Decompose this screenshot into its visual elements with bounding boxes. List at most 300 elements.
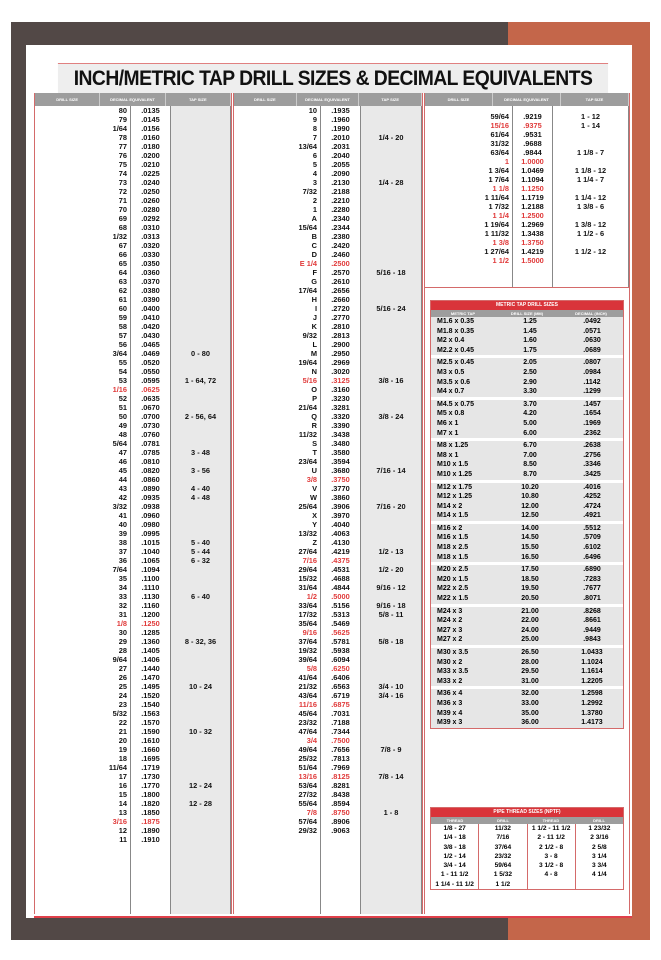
fraction-drill-size: 57/64 (298, 817, 317, 826)
tap-size (361, 673, 421, 682)
metric-row (431, 718, 623, 728)
decimal-equivalent: .2210 (331, 196, 350, 205)
decimal-inch: .5512 (583, 524, 601, 532)
decimal-equivalent: 1.2188 (521, 202, 544, 211)
decimal-equivalent: .3020 (331, 367, 350, 376)
decimal-equivalent: .4219 (331, 547, 350, 556)
decimal-equivalent: .0980 (141, 520, 160, 529)
pipe-thread: 1 1/4 - 11 1/2 (431, 880, 479, 889)
metric-tap: M30 x 2 (437, 658, 463, 666)
tap-size (171, 358, 230, 367)
metric-row (431, 584, 623, 594)
metric-tap: M20 x 2.5 (437, 566, 469, 574)
pipe-row (431, 880, 623, 889)
tap-size (361, 421, 421, 430)
decimal-equivalent: .4040 (331, 520, 350, 529)
tap-size (361, 205, 421, 214)
tap-size (171, 178, 230, 187)
decimal-equivalent: 1.2500 (521, 211, 544, 220)
decimal-equivalent: .2055 (331, 160, 350, 169)
tap-size: 1 1/4 - 7 (576, 175, 605, 184)
tap-size (361, 394, 421, 403)
decimal-equivalent: .1285 (141, 628, 160, 637)
fraction-drill-size: 5/16 (302, 376, 317, 385)
drill-mm: 4.20 (523, 410, 537, 418)
drill-size: 37 (118, 547, 127, 556)
drill-mm: 6.00 (523, 429, 537, 437)
tap-size: 1 3/8 - 12 (574, 220, 607, 229)
header-decimal: DECIMAL EQUIVALENT (100, 93, 165, 106)
drill-mm: 35.00 (521, 709, 539, 717)
decimal-equivalent: .0240 (141, 178, 160, 187)
header-tap-size: TAP SIZE (166, 93, 231, 106)
decimal-equivalent: .8438 (331, 790, 350, 799)
decimal-equivalent: .9531 (523, 130, 542, 139)
tap-size (361, 727, 421, 736)
decimal-inch: .1654 (583, 410, 601, 418)
decimal-equivalent: .1406 (141, 655, 160, 664)
drill-mm: 12.50 (521, 512, 539, 520)
tap-size: 5 - 40 (191, 538, 210, 547)
pipe-drill: 1 1/2 (479, 880, 527, 889)
metric-tap: M12 x 1.25 (437, 493, 473, 501)
drill-size: 14 (118, 799, 127, 808)
tap-size (171, 295, 230, 304)
drill-size: 78 (118, 133, 127, 142)
tap-size (171, 331, 230, 340)
decimal-equivalent: .0960 (141, 511, 160, 520)
fraction-drill-size: 47/64 (298, 727, 317, 736)
fraction-drill-size: 5/64 (112, 439, 127, 448)
decimal-equivalent: 1.0469 (521, 166, 544, 175)
decimal-equivalent: .0700 (141, 412, 160, 421)
pipe-drill: 3 3/4 (592, 862, 607, 870)
tap-size (171, 709, 230, 718)
decimal-equivalent: .3594 (331, 457, 350, 466)
decimal-inch: .2756 (583, 451, 601, 459)
decimal-equivalent: .0156 (141, 124, 160, 133)
drill-size: 22 (118, 718, 127, 727)
tap-size: 1 - 64, 72 (184, 376, 217, 385)
pipe-row (431, 843, 623, 852)
fraction-drill-size: 1/2 (306, 592, 317, 601)
drill-mm: 28.00 (521, 658, 539, 666)
tap-size (171, 133, 230, 142)
tap-size (171, 241, 230, 250)
drill-size: 73 (118, 178, 127, 187)
metric-tap: M20 x 1.5 (437, 575, 469, 583)
drill-mm: 33.00 (521, 699, 539, 707)
decimal-inch: 1.3780 (581, 709, 603, 717)
decimal-equivalent: .8281 (331, 781, 350, 790)
decimal-equivalent: .5625 (331, 628, 350, 637)
fraction-drill-size: 23/32 (298, 718, 317, 727)
drill-mm: 18.50 (521, 575, 539, 583)
pipe-thread: 1 - 11 1/2 (431, 870, 479, 879)
drill-size: 6 (312, 151, 317, 160)
drill-size: P (312, 394, 317, 403)
metric-tap: M14 x 2 (437, 502, 463, 510)
metric-row (431, 317, 623, 327)
decimal-equivalent: .3281 (331, 403, 350, 412)
metric-tap: M10 x 1.5 (437, 461, 469, 469)
drill-size: 34 (118, 583, 127, 592)
tap-size (171, 475, 230, 484)
metric-row (431, 378, 623, 388)
tap-size (361, 754, 421, 763)
metric-row (431, 667, 623, 677)
decimal-inch: .0630 (583, 337, 601, 345)
tap-size: 3/4 - 10 (378, 682, 404, 691)
tap-size (171, 808, 230, 817)
decimal-equivalent: .3906 (331, 502, 350, 511)
tap-size: 3 - 48 (191, 448, 210, 457)
decimal-equivalent: .0280 (141, 205, 160, 214)
tap-size (171, 214, 230, 223)
drill-size: 20 (118, 736, 127, 745)
tap-size (361, 403, 421, 412)
tap-size (361, 736, 421, 745)
drill-size: 8 (312, 124, 317, 133)
metric-row (431, 635, 623, 645)
decimal-equivalent: .7188 (331, 718, 350, 727)
tap-size (171, 520, 230, 529)
drill-size: T (312, 448, 317, 457)
fraction-drill-size: 45/64 (298, 709, 317, 718)
decimal-equivalent: .1910 (141, 835, 160, 844)
tap-size (171, 664, 230, 673)
decimal-equivalent: .6563 (331, 682, 350, 691)
tap-size (361, 142, 421, 151)
fraction-drill-size: 59/64 (490, 112, 509, 121)
decimal-equivalent: .5469 (331, 619, 350, 628)
fraction-drill-size: 41/64 (298, 673, 317, 682)
tap-size (361, 538, 421, 547)
pipe-header-thread: THREAD (446, 818, 464, 823)
decimal-inch: .9843 (583, 636, 601, 644)
decimal-equivalent: .3680 (331, 466, 350, 475)
decimal-equivalent: .3390 (331, 421, 350, 430)
decimal-equivalent: .9688 (523, 139, 542, 148)
metric-row (431, 358, 623, 368)
drill-size: 44 (118, 475, 127, 484)
metric-table-title: METRIC TAP DRILL SIZES (431, 301, 623, 310)
tap-size (171, 196, 230, 205)
decimal-equivalent: .2656 (331, 286, 350, 295)
drill-mm: 5.00 (523, 419, 537, 427)
decimal-inch: .6102 (583, 544, 601, 552)
decimal-equivalent: .2010 (331, 133, 350, 142)
decimal-equivalent: .2340 (331, 214, 350, 223)
decimal-equivalent: .1890 (141, 826, 160, 835)
metric-tap: M30 x 3.5 (437, 649, 469, 656)
decimal-inch: .1969 (583, 419, 601, 427)
drill-size: 4 (312, 169, 317, 178)
decimal-inch: 1.2992 (581, 699, 603, 707)
decimal-equivalent: .3970 (331, 511, 350, 520)
fraction-drill-size: 3/32 (112, 502, 127, 511)
drill-size: 12 (118, 826, 127, 835)
fraction-drill-size: 55/64 (298, 799, 317, 808)
fraction-drill-size: 7/8 (306, 808, 317, 817)
drill-mm: 12.00 (521, 502, 539, 510)
decimal-equivalent: .9063 (331, 826, 350, 835)
metric-tap: M22 x 2.5 (437, 585, 469, 593)
tap-size (171, 511, 230, 520)
decimal-equivalent: .3480 (331, 439, 350, 448)
drill-size: 5 (312, 160, 317, 169)
metric-tap: M8 x 1.25 (437, 442, 469, 450)
tap-size (361, 700, 421, 709)
metric-row (431, 524, 623, 534)
metric-row (431, 419, 623, 429)
decimal-equivalent: .1200 (141, 610, 160, 619)
drill-size: A (311, 214, 317, 223)
tap-size (361, 187, 421, 196)
decimal-inch: .9449 (583, 626, 601, 634)
decimal-equivalent: .2660 (331, 295, 350, 304)
metric-tap: M22 x 1.5 (437, 595, 469, 603)
tap-size (171, 565, 230, 574)
decimal-equivalent: .1800 (141, 790, 160, 799)
tap-size (361, 151, 421, 160)
drill-size: 66 (118, 250, 127, 259)
metric-row (431, 533, 623, 543)
metric-tap: M18 x 1.5 (437, 553, 469, 561)
drill-size: 24 (118, 691, 127, 700)
fraction-drill-size: 5/8 (306, 664, 317, 673)
decimal-equivalent: .0145 (141, 115, 160, 124)
tap-size (171, 754, 230, 763)
decimal-inch: .1142 (583, 378, 601, 386)
tap-size (171, 691, 230, 700)
decimal-equivalent: .7813 (331, 754, 350, 763)
tap-size: 5/8 - 11 (378, 610, 404, 619)
decimal-inch: .2638 (583, 442, 601, 450)
fraction-drill-size: 19/32 (298, 646, 317, 655)
tap-size (171, 232, 230, 241)
decimal-inch: .0984 (583, 368, 601, 376)
decimal-equivalent: .1935 (331, 106, 350, 115)
metric-tap: M39 x 3 (437, 719, 463, 727)
fraction-drill-size: 1 (504, 157, 509, 166)
decimal-equivalent: .1470 (141, 673, 160, 682)
tap-size: 12 - 24 (188, 781, 212, 790)
tap-size: 12 - 28 (188, 799, 212, 808)
metric-tap: M6 x 1 (437, 419, 459, 427)
drill-size: 52 (118, 394, 127, 403)
fraction-drill-size: 1/8 (116, 619, 127, 628)
metric-header-tap: METRIC TAP (450, 311, 476, 316)
pipe-header-drill: DRILL (497, 818, 509, 823)
decimal-equivalent: .0200 (141, 151, 160, 160)
decimal-equivalent: .1990 (331, 124, 350, 133)
drill-size: 26 (118, 673, 127, 682)
drill-mm: 16.50 (521, 553, 539, 561)
metric-row (431, 429, 623, 439)
pipe-thread: 1 1/2 - 11 1/2 (528, 824, 576, 833)
drill-size: 79 (118, 115, 127, 124)
decimal-equivalent: .2570 (331, 268, 350, 277)
decimal-equivalent: .0400 (141, 304, 160, 313)
metric-tap: M24 x 3 (437, 607, 463, 615)
header-decimal: DECIMAL EQUIVALENT (493, 93, 561, 106)
tap-size (361, 277, 421, 286)
metric-tap: M24 x 2 (437, 617, 463, 625)
tap-size (171, 439, 230, 448)
metric-row (431, 648, 623, 658)
metric-row (431, 492, 623, 502)
decimal-equivalent: .6719 (331, 691, 350, 700)
decimal-inch: .0689 (583, 346, 601, 354)
tap-size: 2 - 56, 64 (184, 412, 217, 421)
decimal-equivalent: .2344 (331, 223, 350, 232)
fraction-drill-size: 1 3/8 (492, 238, 509, 247)
metric-row (431, 502, 623, 512)
decimal-equivalent: .3770 (331, 484, 350, 493)
decimal-equivalent: .1065 (141, 556, 160, 565)
tap-size (171, 529, 230, 538)
tap-size (171, 673, 230, 682)
decimal-equivalent: .0160 (141, 133, 160, 142)
drill-size: L (312, 340, 317, 349)
tap-size (171, 160, 230, 169)
metric-header-decimal: DECIMAL (INCH) (575, 311, 607, 316)
drill-size: 54 (118, 367, 127, 376)
metric-tap: M2 x 0.4 (437, 337, 465, 345)
fraction-drill-size: 3/64 (112, 349, 127, 358)
decimal-equivalent: .0292 (141, 214, 160, 223)
drill-size: 53 (118, 376, 127, 385)
drill-size: 39 (118, 529, 127, 538)
tap-size: 4 - 48 (191, 493, 210, 502)
drill-size: 17 (118, 772, 127, 781)
metric-tap: M27 x 3 (437, 626, 463, 634)
decimal-equivalent: .1563 (141, 709, 160, 718)
tap-size: 9/16 - 18 (376, 601, 406, 610)
tap-size (361, 196, 421, 205)
tap-size (171, 700, 230, 709)
decimal-equivalent: .4531 (331, 565, 350, 574)
tap-size: 6 - 40 (191, 592, 210, 601)
metric-tap: M14 x 1.5 (437, 512, 469, 520)
fraction-drill-size: 1/16 (112, 385, 127, 394)
drill-size: Z (312, 538, 317, 547)
decimal-equivalent: .0180 (141, 142, 160, 151)
fraction-drill-size: 1 11/64 (484, 193, 509, 202)
drill-size: 21 (118, 727, 127, 736)
fraction-drill-size: 9/16 (302, 628, 317, 637)
drill-size: D (311, 250, 317, 259)
decimal-inch: .4252 (583, 493, 601, 501)
tap-size: 1/2 - 13 (378, 547, 404, 556)
pipe-thread: 3 - 8 (528, 852, 576, 861)
tap-size (171, 124, 230, 133)
header-decimal: DECIMAL EQUIVALENT (297, 93, 360, 106)
decimal-equivalent: 1.4219 (521, 247, 544, 256)
drill-mm: 21.00 (521, 607, 539, 615)
drill-size: 32 (118, 601, 127, 610)
tap-size (553, 139, 628, 148)
drill-mm: 1.60 (523, 337, 537, 345)
metric-row (431, 511, 623, 521)
tap-size: 8 - 32, 36 (184, 637, 217, 646)
pipe-thread: 1/2 - 14 (431, 852, 479, 861)
fraction-drill-size: 5/32 (112, 709, 127, 718)
tap-size (361, 295, 421, 304)
drill-size: 30 (118, 628, 127, 637)
decimal-equivalent: .8750 (331, 808, 350, 817)
decimal-equivalent: .3125 (331, 376, 350, 385)
decimal-equivalent: .1360 (141, 637, 160, 646)
tap-size (361, 457, 421, 466)
drill-mm: 20.50 (521, 595, 539, 603)
decimal-equivalent: .0890 (141, 484, 160, 493)
drill-size: M (310, 349, 317, 358)
decimal-inch: .4016 (583, 483, 601, 491)
fraction-drill-size: 7/16 (302, 556, 317, 565)
drill-size: 60 (118, 304, 127, 313)
decimal-inch: 1.4173 (581, 719, 603, 727)
tap-size (171, 601, 230, 610)
tap-size (171, 277, 230, 286)
drill-mm: 14.00 (521, 524, 539, 532)
pipe-drill: 23/32 (479, 852, 527, 861)
pipe-thread: 2 - 11 1/2 (528, 833, 576, 842)
fraction-drill-size: 49/64 (298, 745, 317, 754)
fraction-drill-size: 1 1/2 (492, 256, 509, 265)
tap-size (171, 268, 230, 277)
drill-mm: 31.00 (521, 677, 539, 685)
fraction-drill-size: 1 27/64 (484, 247, 509, 256)
drill-size: 70 (118, 205, 127, 214)
decimal-equivalent: .4375 (331, 556, 350, 565)
tap-size (171, 286, 230, 295)
metric-row (431, 451, 623, 461)
pipe-header-thread: THREAD (542, 818, 560, 823)
fraction-drill-size: 1/64 (112, 124, 127, 133)
decimal-equivalent: .2090 (331, 169, 350, 178)
bottom-rule (34, 916, 632, 918)
tap-size (361, 628, 421, 637)
decimal-equivalent: .2900 (331, 340, 350, 349)
drill-size: 11 (119, 835, 127, 844)
decimal-equivalent: .0330 (141, 250, 160, 259)
decimal-equivalent: .6250 (331, 664, 350, 673)
tap-size: 1 1/8 - 12 (574, 166, 607, 175)
decimal-inch: .3425 (583, 470, 601, 478)
drill-mm: 15.50 (521, 544, 539, 552)
drill-size: 61 (118, 295, 127, 304)
tap-size (361, 331, 421, 340)
inch-table-2 (233, 93, 423, 914)
tap-size (361, 241, 421, 250)
decimal-equivalent: .0625 (141, 385, 160, 394)
decimal-inch: .0492 (583, 318, 601, 325)
drill-size: 71 (118, 196, 127, 205)
metric-tap: M8 x 1 (437, 451, 459, 459)
fraction-drill-size: 1 3/64 (488, 166, 509, 175)
decimal-inch: .8268 (583, 607, 601, 615)
metric-row (431, 346, 623, 356)
metric-row (431, 470, 623, 480)
tap-size (171, 313, 230, 322)
decimal-equivalent: .3230 (331, 394, 350, 403)
fraction-drill-size: 63/64 (490, 148, 509, 157)
decimal-equivalent: .0995 (141, 529, 160, 538)
tap-size: 1 - 8 (383, 808, 399, 817)
drill-size: 62 (118, 286, 127, 295)
